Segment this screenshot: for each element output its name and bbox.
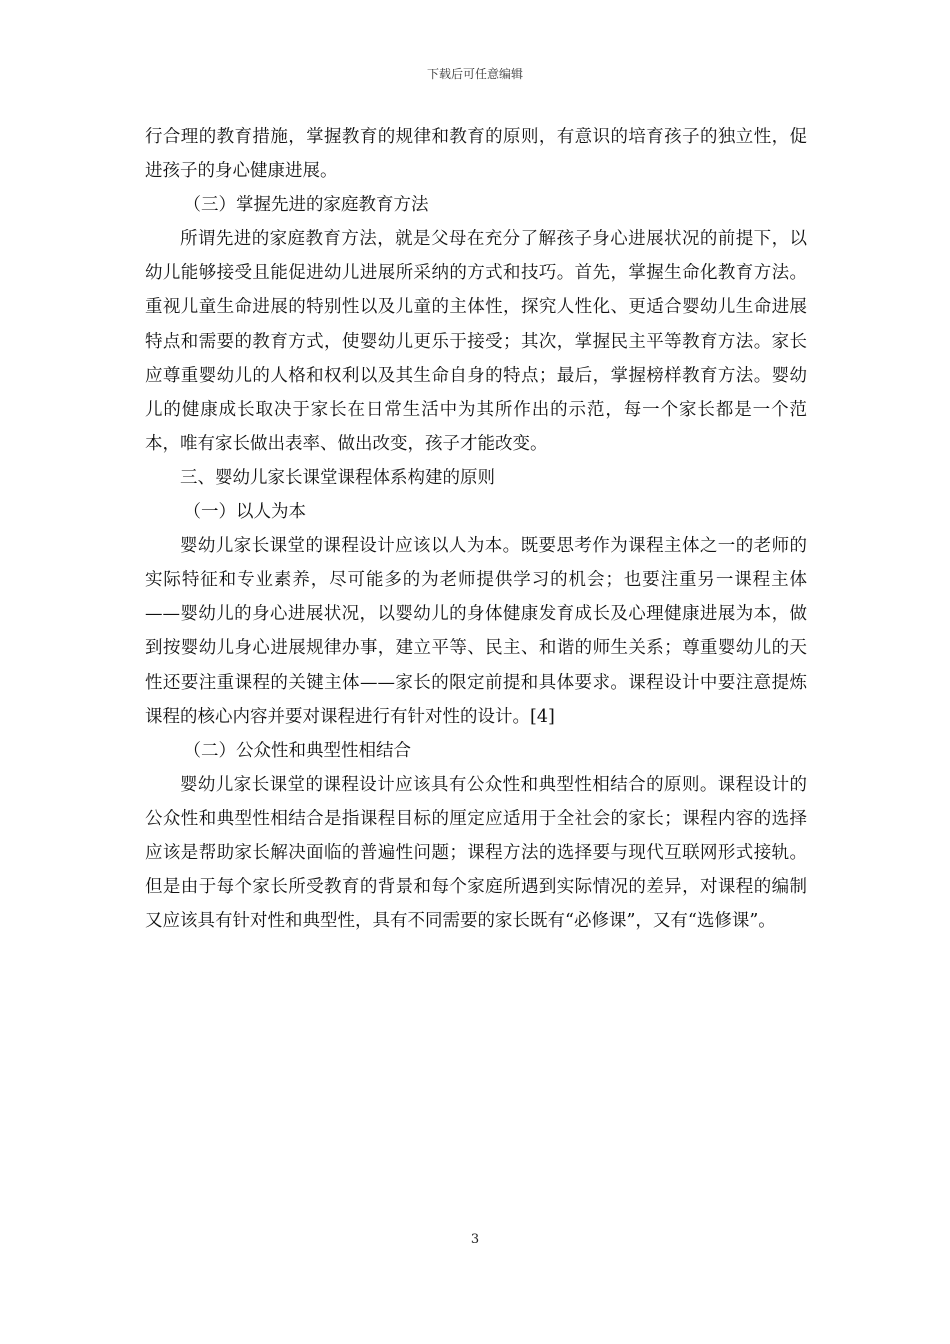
subheading-people-oriented: （一）以人为本 bbox=[183, 502, 306, 523]
page-header-note: 下载后可任意编辑 bbox=[426, 67, 523, 81]
paragraph-public-typical: 婴幼儿家长课堂的课程设计应该具有公众性和典型性相结合的原则。课程设计的公众性和典型性相结合是指课程目标的厘定应适用于全社会的家长；课程内容的选择应该是帮助家长解决面临的普遍性问题；课程方法的选择要与现代互联网形式接轨。但是由于每个家长所受教育的背景和每个家庭所遇到实际情况的差异，对课程的编制又应该具有针对性和典型性，具有不同需要的家长既有“必修课”，又有“选修课”。 bbox=[145, 774, 807, 932]
subheading-advanced-methods: （三）掌握先进的家庭教育方法 bbox=[183, 195, 429, 216]
section-heading-principles: 三、婴幼儿家长课堂课程体系构建的原则 bbox=[180, 467, 495, 488]
paragraph-continuation: 行合理的教育措施，掌握教育的规律和教育的原则，有意识的培育孩子的独立性，促进孩子的身心健康进展。 bbox=[145, 127, 807, 182]
paragraph-people-oriented: 婴幼儿家长课堂的课程设计应该以人为本。既要思考作为课程主体之一的老师的实际特征和专业素养，尽可能多的为老师提供学习的机会；也要注重另一课程主体——婴幼儿的身心进展状况，以婴幼儿的身体健康发育成长及心理健康进展为本，做到按婴幼儿身心进展规律办事，建立平等、民主、和谐的师生关系；尊重婴幼儿的天性还要注重课程的关键主体——家长的限定前提和具体要求。课程设计中要注意提炼课程的核心内容并要对课程进行有针对性的设计。[4] bbox=[145, 536, 807, 727]
document-body bbox=[145, 120, 807, 938]
paragraph-advanced-methods: 所谓先进的家庭教育方法，就是父母在充分了解孩子身心进展状况的前提下，以幼儿能够接受且能促进幼儿进展所采纳的方式和技巧。首先，掌握生命化教育方法。重视儿童生命进展的特别性以及儿童的主体性，探究人性化、更适合婴幼儿生命进展特点和需要的教育方式，使婴幼儿更乐于接受；其次，掌握民主平等教育方法。家长应尊重婴幼儿的人格和权利以及其生命自身的特点；最后，掌握榜样教育方法。婴幼儿的健康成长取决于家长在日常生活中为其所作出的示范，每一个家长都是一个范本，唯有家长做出表率、做出改变，孩子才能改变。 bbox=[145, 229, 807, 454]
subheading-public-typical: （二）公众性和典型性相结合 bbox=[183, 740, 411, 761]
page-number: 3 bbox=[470, 1232, 480, 1247]
